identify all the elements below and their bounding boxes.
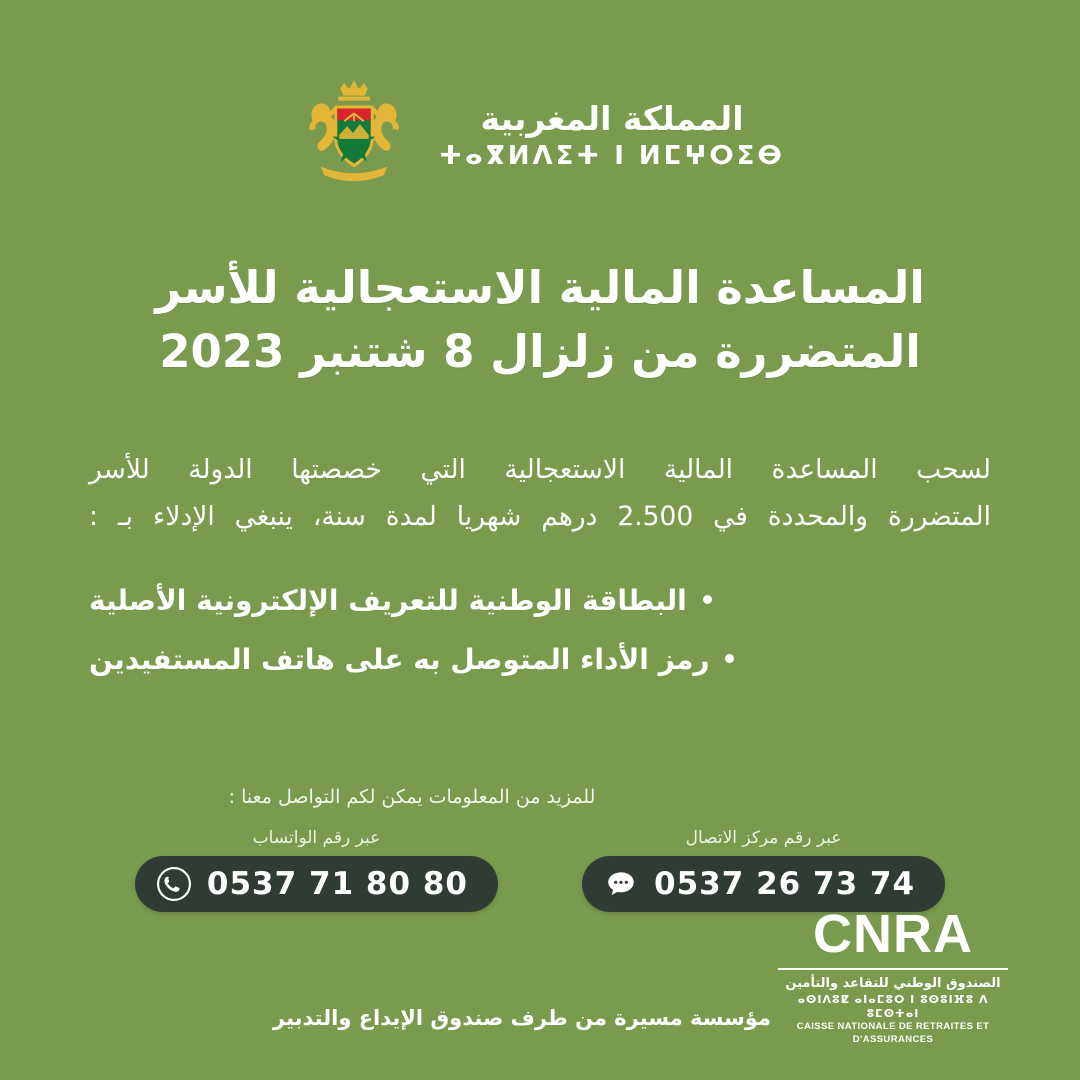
- contact-heading: [90, 786, 990, 808]
- cnra-logo-tifinagh: ⴰⵙⵏⴷⵓⵇ ⴰⵏⴰⵎⵓⵔ ⵏ ⵓⵙⵓⵏⴼⵓ ⴷ ⵓⵎⵙⵜⴰⵏ: [797, 992, 989, 1021]
- list-item-label: البطاقة الوطنية للتعريف الإلكترونية الأصلية: [89, 584, 687, 618]
- footer: [0, 904, 1080, 1054]
- footer-note-label: مؤسسة مسيرة من طرف صندوق الإيداع والتدبير: [273, 1006, 771, 1030]
- kingdom-title-tifinagh: ⵜⴰⴳⵍⴷⵉⵜ ⵏ ⵍⵎⵖⵔⵉⴱ: [439, 140, 785, 171]
- intro-line-2: المتضررة والمحددة في 2.500 درهم شهريا لمدة سنة، ينبغي الإدلاء بـ :: [89, 500, 991, 532]
- page-title: [90, 256, 990, 384]
- call-center-number: 0537 26 73 74: [654, 866, 916, 902]
- contact-whatsapp: [135, 828, 498, 912]
- chat-bubble-icon: [604, 867, 638, 901]
- title-line-1: المساعدة المالية الاستعجالية للأسر: [155, 261, 925, 314]
- bullet-dot-icon: [703, 595, 712, 604]
- cnra-logo-arabic: الصندوق الوطني للتقاعد والتأمين: [785, 976, 1001, 992]
- whatsapp-number-button[interactable]: [135, 856, 498, 912]
- whatsapp-icon: [157, 867, 191, 901]
- moroccan-coat-of-arms-icon: [295, 76, 413, 194]
- footer-note: [0, 1006, 1080, 1030]
- header: [295, 76, 785, 194]
- kingdom-title-arabic: المملكة المغربية: [480, 98, 744, 138]
- contact-heading-label: للمزيد من المعلومات يمكن لكم التواصل معنا :: [228, 786, 596, 808]
- list-item-label: رمز الأداء المتوصل به على هاتف المستفيدين: [89, 643, 710, 677]
- list-item: [89, 643, 734, 676]
- whatsapp-number: 0537 71 80 80: [206, 866, 468, 902]
- cnra-logo-french: CAISSE NATIONALE DE RETRAITES ET D'ASSURANCES: [796, 1021, 990, 1045]
- kingdom-titles: [439, 98, 785, 171]
- contact-whatsapp-caption: عبر رقم الواتساب: [252, 828, 381, 848]
- cnra-logo-divider: [778, 968, 1008, 970]
- list-item: [89, 584, 712, 617]
- contact-call-center-caption: عبر رقم مركز الاتصال: [685, 828, 842, 848]
- contact-pills: [90, 828, 990, 912]
- cnra-logo-word: CNRA: [813, 904, 973, 965]
- contact-call-center: [582, 828, 945, 912]
- intro-paragraph: [89, 446, 991, 540]
- requirements-list: [89, 584, 991, 676]
- intro-line-1: لسحب المساعدة المالية الاستعجالية التي خصصتها الدولة للأسر: [89, 453, 991, 485]
- title-line-2: المتضررة من زلزال 8 شتنبر 2023: [159, 324, 921, 378]
- bullet-dot-icon: [725, 654, 734, 663]
